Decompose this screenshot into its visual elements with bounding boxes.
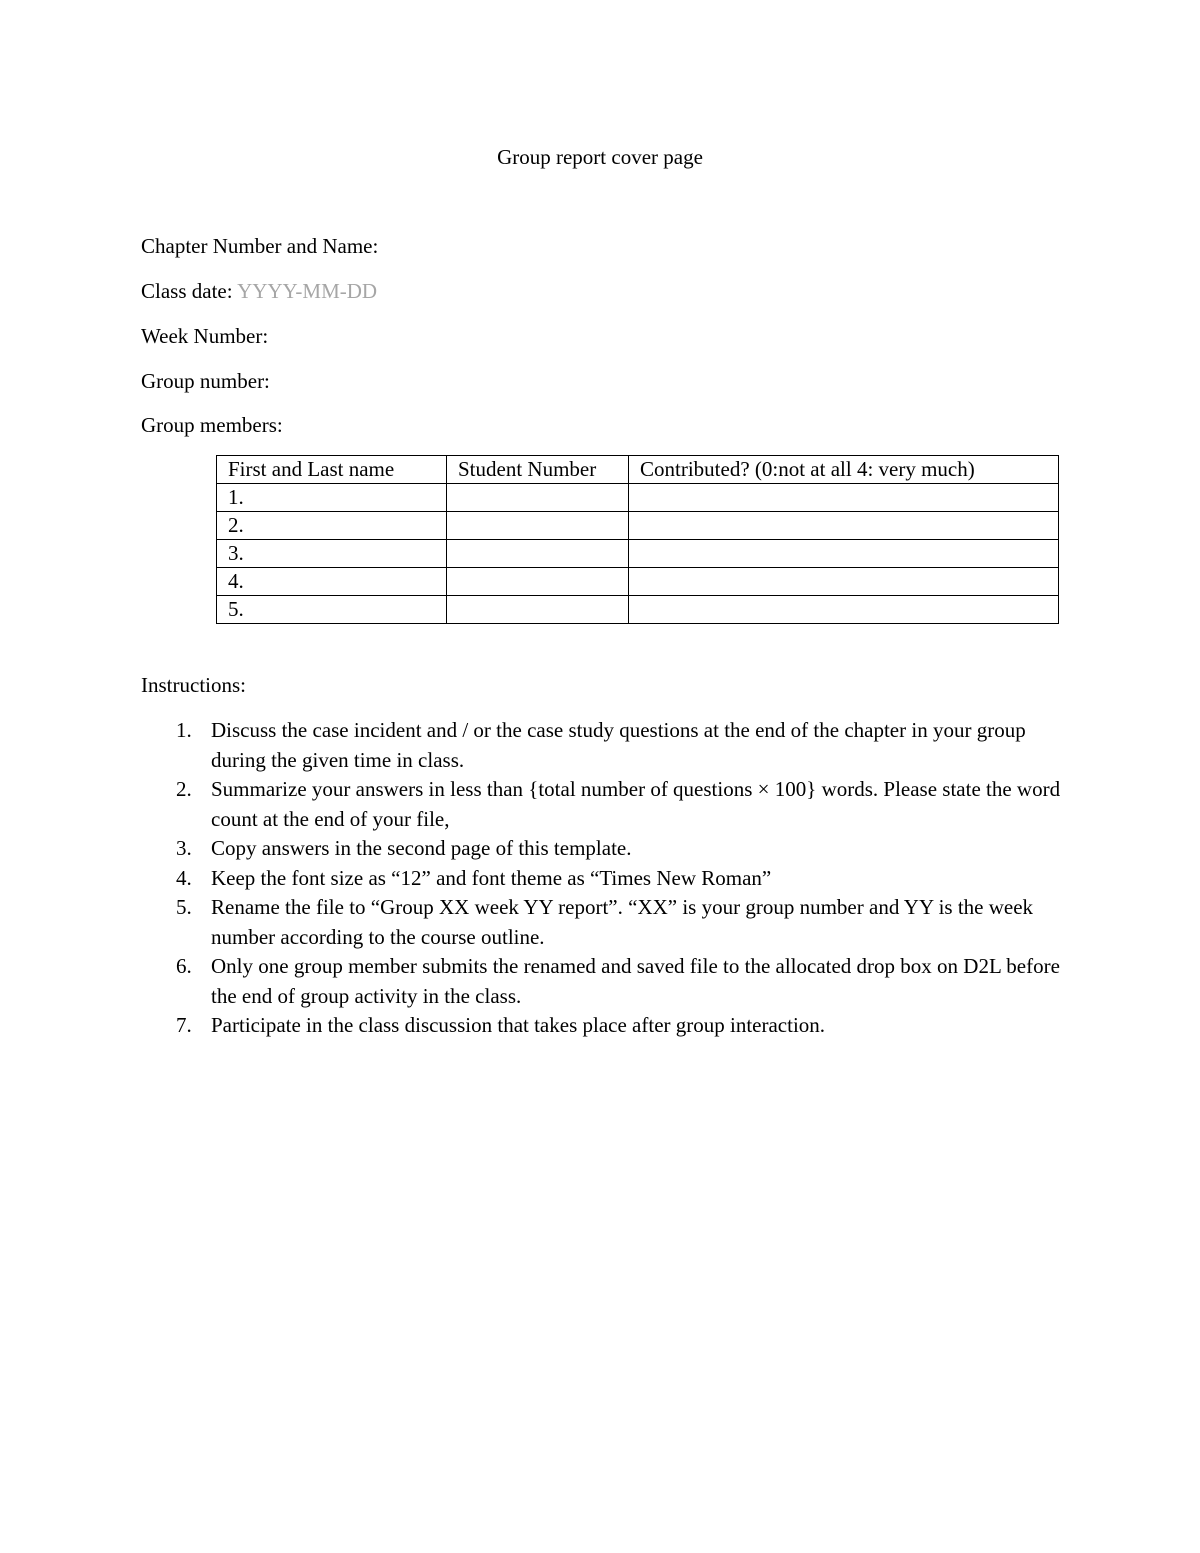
instructions-list [141,716,1061,1041]
list-item-text: Summarize your answers in less than {total number of questions × 100} words. Please state the word count at the end of your file, [211,777,1061,831]
table-row [217,596,1059,624]
list-item-number: 5. [176,895,192,919]
table-cell-name[interactable]: 3. [217,540,447,568]
class-date-field [141,278,377,304]
table-cell-student-number[interactable] [447,540,629,568]
class-date-label: Class date: [141,279,233,303]
page-title: Group report cover page [497,145,703,169]
list-item-text: Only one group member submits the renamed and saved file to the allocated drop box on D2L before the end of group activity in the class. [211,954,1060,1008]
chapter-label: Chapter Number and Name: [141,234,379,258]
table-row [217,568,1059,596]
table-cell-student-number[interactable] [447,596,629,624]
list-item-number: 6. [176,954,192,978]
list-item-text: Copy answers in the second page of this template. [211,836,632,860]
table-row [217,512,1059,540]
table-cell-name[interactable]: 4. [217,568,447,596]
list-item-number: 4. [176,865,192,890]
list-item-text: Participate in the class discussion that takes place after group interaction. [211,1013,826,1037]
list-item-number: 7. [176,1013,192,1037]
list-item-text: Keep the font size as “12” and font theme as “Times New Roman” [211,865,772,890]
table-row [217,484,1059,512]
table-cell-contributed[interactable] [629,512,1059,540]
list-item-text: Discuss the case incident and / or the case study questions at the end of the chapter in your group during the given time in class. [211,718,1026,772]
table-cell-contributed[interactable] [629,596,1059,624]
class-date-placeholder[interactable]: YYYY-MM-DD [237,279,378,303]
list-item [141,952,1061,1011]
group-number-label: Group number: [141,369,270,393]
table-cell-name[interactable]: 1. [217,484,447,512]
table-cell-name[interactable]: 2. [217,512,447,540]
list-item [141,864,1061,894]
list-item [141,716,1061,775]
chapter-field [141,233,378,259]
table-header-student-number: Student Number [447,456,629,484]
group-members-field [141,412,283,438]
instructions-heading: Instructions: [141,673,246,697]
table-cell-student-number[interactable] [447,484,629,512]
week-number-field [141,323,268,349]
list-item [141,893,1061,952]
list-item [141,834,1061,864]
list-item [141,1011,1061,1041]
list-item [141,775,1061,834]
table-cell-student-number[interactable] [447,568,629,596]
table-header-contributed: Contributed? (0:not at all 4: very much) [629,456,1059,484]
table-cell-student-number[interactable] [447,512,629,540]
table-cell-contributed[interactable] [629,568,1059,596]
week-number-label: Week Number: [141,324,269,348]
group-number-field [141,368,270,394]
list-item-number: 1. [176,718,192,742]
table-header-name: First and Last name [217,456,447,484]
list-item-number: 2. [176,777,192,801]
list-item-number: 3. [176,836,192,860]
table-cell-contributed[interactable] [629,540,1059,568]
table-row [217,540,1059,568]
group-members-table [216,455,1059,624]
group-members-label: Group members: [141,413,283,437]
table-cell-contributed[interactable] [629,484,1059,512]
list-item-text: Rename the file to “Group XX week YY report”. “XX” is your group number and YY is the week number according to the course outline. [211,895,1034,949]
table-header-row [217,456,1059,484]
table-cell-name[interactable]: 5. [217,596,447,624]
